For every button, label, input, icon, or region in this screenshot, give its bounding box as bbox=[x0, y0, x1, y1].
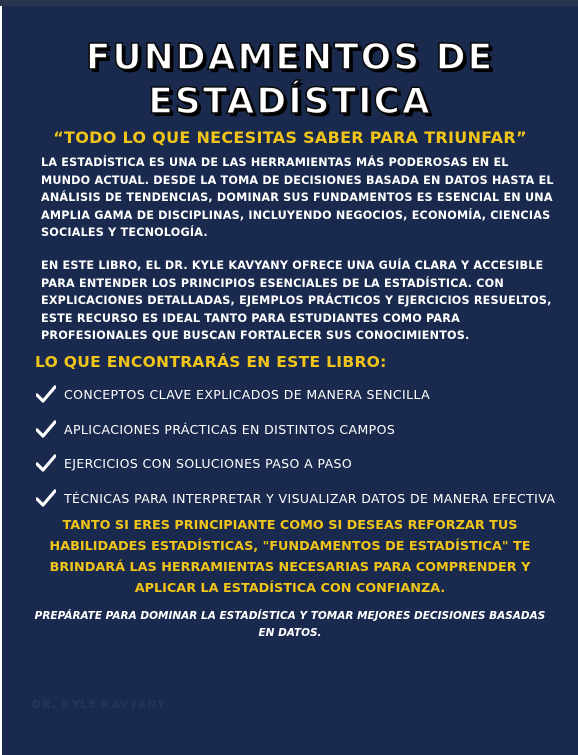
book-title-line-2: ESTADÍSTICA bbox=[148, 81, 432, 122]
feature-item bbox=[36, 383, 430, 405]
callout-text: TANTO SI ERES PRINCIPIANTE COMO SI DESEAS REFORZAR TUS HABILIDADES ESTADÍSTICAS, "FUNDAMENTOS DE ESTADÍSTICA" TE BRINDARÁ LAS HERRAMIENTAS NECESARIAS PARA COMPRENDER Y APLICAR LA ESTADÍSTICA CON CONFIANZA. bbox=[49, 518, 531, 596]
checkmark-icon bbox=[36, 385, 56, 403]
feature-text: EJERCICIOS CON SOLUCIONES PASO A PASO bbox=[64, 455, 353, 471]
author-watermark: DR. KYLE KAVYANY bbox=[32, 698, 167, 711]
feature-text: TÉCNICAS PARA INTERPRETAR Y VISUALIZAR DATOS DE MANERA EFECTIVA bbox=[64, 490, 556, 506]
feature-text: CONCEPTOS CLAVE EXPLICADOS DE MANERA SENCILLA bbox=[64, 386, 431, 402]
closing-text: PREPÁRATE PARA DOMINAR LA ESTADÍSTICA Y TOMAR MEJORES DECISIONES BASADAS EN DATOS. bbox=[34, 610, 546, 639]
book-subtitle: “TODO LO QUE NECESITAS SABER PARA TRIUNFAR” bbox=[53, 128, 527, 147]
author-paragraph: EN ESTE LIBRO, EL DR. KYLE KAVYANY OFRECE UNA GUÍA CLARA Y ACCESIBLE PARA ENTENDER LOS PRINCIPIOS ESENCIALES DE LA ESTADÍSTICA. CON EXPLICACIONES DETALLADAS, EJEMPLOS PRÁCTICOS Y EJERCICIOS RESUELTOS, ESTE RECURSO ES IDEAL TANTO PARA ESTUDIANTES COMO PARA PROFESIONALES QUE BUSCAN FORTALECER SUS CONOCIMIENTOS. bbox=[41, 259, 552, 343]
checkmark-icon bbox=[36, 420, 56, 438]
feature-item bbox=[36, 452, 352, 474]
checkmark-icon bbox=[36, 489, 56, 507]
book-back-cover bbox=[2, 6, 578, 755]
feature-text: APLICACIONES PRÁCTICAS EN DISTINTOS CAMPOS bbox=[64, 421, 396, 437]
feature-item bbox=[36, 418, 395, 440]
intro-paragraph: LA ESTADÍSTICA ES UNA DE LAS HERRAMIENTAS MÁS PODEROSAS EN EL MUNDO ACTUAL. DESDE LA TOMA DE DECISIONES BASADA EN DATOS HASTA EL ANÁLISIS DE TENDENCIAS, DOMINAR SUS FUNDAMENTOS ES ESENCIAL EN UNA AMPLIA GAMA DE DISCIPLINAS, INCLUYENDO NEGOCIOS, ECONOMÍA, CIENCIAS SOCIALES Y TECNOLOGÍA. bbox=[41, 156, 554, 240]
feature-item bbox=[36, 487, 555, 509]
features-heading: LO QUE ENCONTRARÁS EN ESTE LIBRO: bbox=[35, 353, 387, 371]
checkmark-icon bbox=[36, 454, 56, 472]
book-title-line-1: FUNDAMENTOS DE bbox=[85, 37, 495, 78]
